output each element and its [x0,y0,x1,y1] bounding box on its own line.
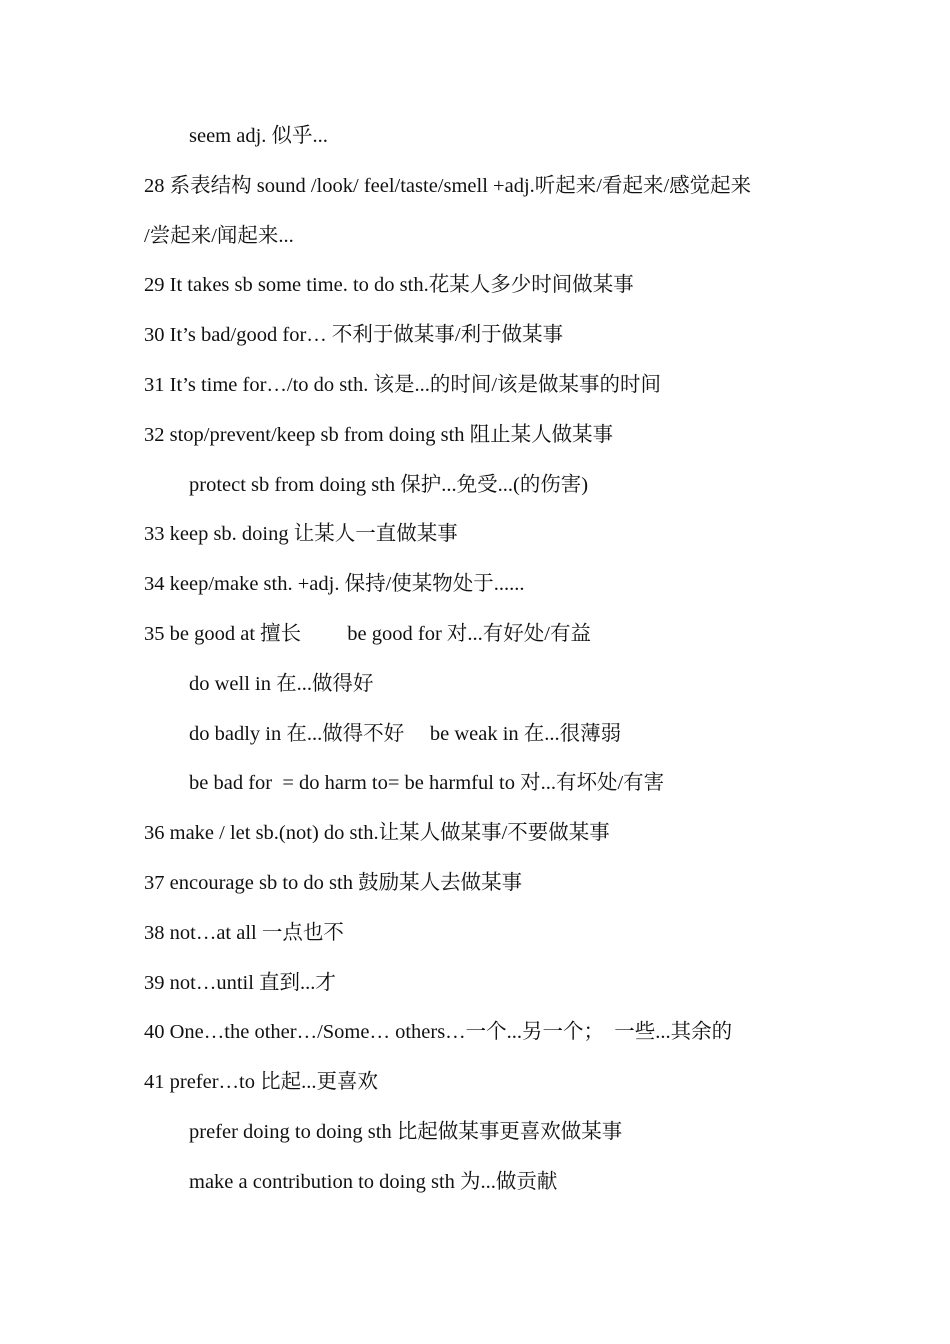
text-line: 41 prefer…to 比起...更喜欢 [144,1071,378,1094]
text-line: 34 keep/make sth. +adj. 保持/使某物处于...... [144,573,525,596]
text-line: seem adj. 似乎... [189,125,328,147]
phrase-list [144,112,844,1208]
text-line: 32 stop/prevent/keep sb from doing sth 阻止某人做某事 [144,423,614,446]
text-line: make a contribution to doing sth 为...做贡献 [189,1170,558,1193]
text-line: do badly in 在...做得不好 be weak in 在...很薄弱 [189,722,622,745]
text-line: 35 be good at 擅长 be good for 对...有好处/有益 [144,622,591,645]
text-line: 30 It’s bad/good for… 不利于做某事/利于做某事 [144,324,564,347]
text-line: 31 It’s time for…/to do sth. 该是...的时间/该是做某事的时间 [144,373,662,396]
text-line: 39 not…until 直到...才 [144,971,336,994]
text-line: 36 make / let sb.(not) do sth.让某人做某事/不要做某事 [144,822,610,845]
text-line: prefer doing to doing sth 比起做某事更喜欢做某事 [189,1120,623,1143]
text-line: do well in 在...做得好 [189,672,374,695]
text-line: 40 One…the other…/Some… others…一个...另一个； 一些...其余的 [144,1021,733,1044]
text-line: 38 not…at all 一点也不 [144,921,344,944]
text-line: protect sb from doing sth 保护...免受...(的伤害) [189,473,589,496]
text-line: 37 encourage sb to do sth 鼓励某人去做某事 [144,871,523,894]
text-line: be bad for = do harm to= be harmful to 对...有坏处/有害 [189,772,665,795]
text-line: 28 系表结构 sound /look/ feel/taste/smell +adj.听起来/看起来/感觉起来 [144,174,752,197]
text-line: 33 keep sb. doing 让某人一直做某事 [144,523,458,546]
text-line: /尝起来/闻起来... [144,224,294,247]
text-line: 29 It takes sb some time. to do sth.花某人多少时间做某事 [144,274,634,297]
